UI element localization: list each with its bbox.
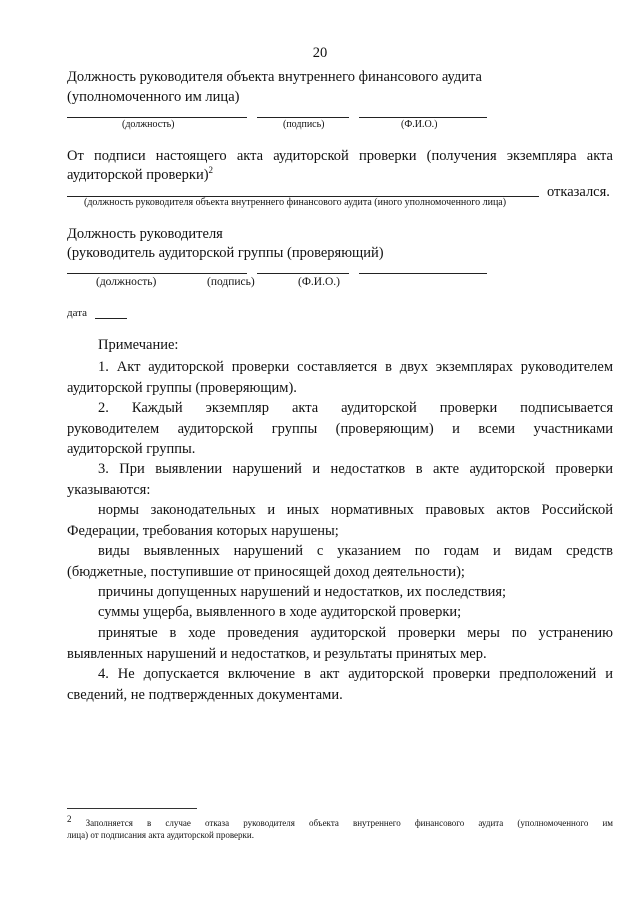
note-4 [67, 664, 613, 705]
note-2 [67, 398, 613, 460]
note-4-line1: 4. Не допускается включение в акт аудиторской проверки предположений и [98, 666, 613, 682]
date-line [95, 318, 127, 319]
date-label: дата [67, 307, 88, 319]
footnote-line1-wrap [67, 814, 613, 829]
footnote-line2: лица) от подписания акта аудиторской проверки. [67, 830, 254, 840]
footnote-ref: 2 [208, 165, 214, 176]
note-2-line1: 2. Каждый экземпляр акта аудиторской проверки подписывается [98, 400, 613, 416]
page-number: 20 [312, 45, 328, 61]
refused-text: отказался. [547, 184, 610, 200]
note-item-2-line1: виды выявленных нарушений с указанием по годам и видам средств [98, 543, 613, 559]
note-item-5-line2: выявленных нарушений и недостатков, и результаты принятых мер. [67, 645, 487, 662]
note-item-3-line1: причины допущенных нарушений и недостатков, их последствия; [98, 584, 507, 600]
note-1-line2: аудиторской группы (проверяющим). [67, 379, 297, 396]
block1-title-line1: Должность руководителя объекта внутреннего финансового аудита [67, 69, 482, 85]
block1-fio-line [359, 117, 487, 118]
block2-fio-line [359, 273, 487, 274]
note-4-line2: сведений, не подтвержденных документами. [67, 686, 343, 703]
note-item-1-line1: нормы законодательных и иных нормативных правовых актов Российской [98, 502, 613, 518]
block1-position-line [67, 117, 247, 118]
refusal-line1: От подписи настоящего акта аудиторской проверки (получения экземпляра акта [67, 148, 613, 164]
note-item-1-line2: Федерации, требования которых нарушены; [67, 522, 339, 539]
footnote-number: 2 [67, 814, 72, 824]
notes-heading: Примечание: [98, 337, 179, 353]
note-1 [67, 357, 613, 398]
refusal-line2: аудиторской проверки) [67, 167, 209, 183]
block2-caption-fio: (Ф.И.О.) [298, 276, 340, 288]
footnote [67, 814, 613, 841]
note-item-3 [67, 582, 613, 603]
note-item-5 [67, 623, 613, 664]
note-item-2-line2: (бюджетные, поступившие от приносящей доход деятельности); [67, 563, 465, 580]
block1-caption-signature: (подпись) [283, 119, 325, 130]
note-item-1 [67, 500, 613, 541]
footnote-separator [67, 808, 197, 809]
refusal-caption: (должность руководителя объекта внутреннего финансового аудита (иного уполномоченного лица) [84, 197, 507, 208]
note-3-line1: 3. При выявлении нарушений и недостатков в акте аудиторской проверки [98, 461, 613, 477]
block2-caption-position: (должность) [96, 276, 157, 288]
note-3-line2: указываются: [67, 481, 151, 498]
note-item-5-line1: принятые в ходе проведения аудиторской проверки меры по устранению [98, 625, 613, 641]
note-item-4 [67, 602, 613, 623]
block1-caption-position: (должность) [122, 119, 175, 130]
block2-caption-signature: (подпись) [207, 276, 255, 288]
block2-title-line2: (руководитель аудиторской группы (проверяющий) [67, 245, 384, 261]
block2-position-line [67, 273, 247, 274]
note-item-2 [67, 541, 613, 582]
note-item-4-line1: суммы ущерба, выявленного в ходе аудиторской проверки; [98, 604, 462, 620]
note-2-line3: аудиторской группы. [67, 441, 196, 457]
note-3 [67, 459, 613, 500]
refusal-line2-wrap [67, 166, 213, 184]
block1-caption-fio: (Ф.И.О.) [401, 119, 438, 130]
note-2-line2: руководителем аудиторской группы (проверяющим) и всеми участниками [67, 420, 613, 437]
block1-title-line2: (уполномоченного им лица) [67, 89, 240, 105]
block2-title-line1: Должность руководителя [67, 226, 223, 242]
block1-signature-line [257, 117, 349, 118]
footnote-line1: Заполняется в случае отказа руководителя объекта внутреннего финансового аудита (уполномоченного им [85, 818, 613, 828]
block2-signature-line [257, 273, 349, 274]
note-1-line1: 1. Акт аудиторской проверки составляется в двух экземплярах руководителем [98, 359, 613, 375]
